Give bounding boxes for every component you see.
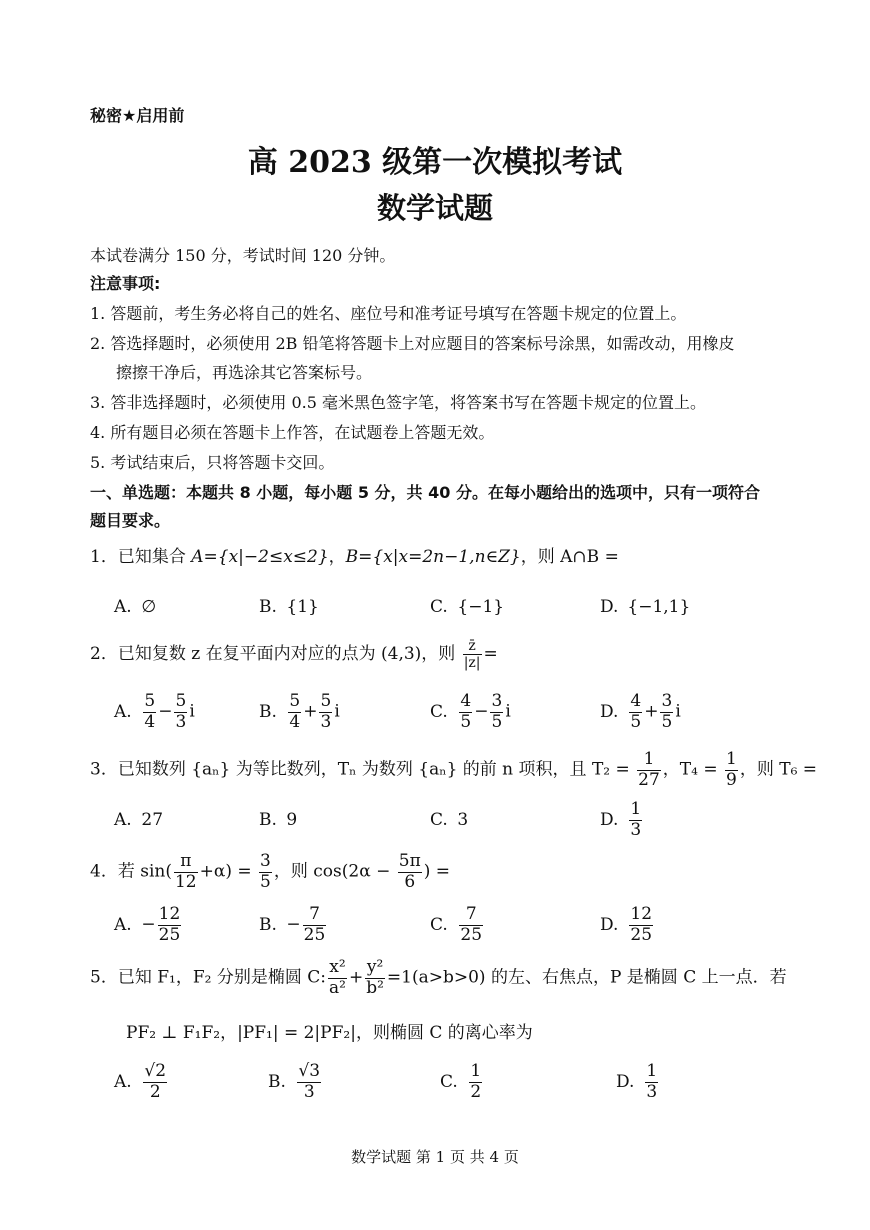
option-value: {−1,1}: [627, 597, 691, 617]
fraction-numerator: √3: [298, 1061, 321, 1081]
exam-title: 高 2023 级第一次模拟考试: [247, 145, 623, 180]
note-item: 2. 答选择题时，必须使用 2B 铅笔将答题卡上对应题目的答案标号涂黑，如需改动，用橡皮: [90, 334, 735, 353]
question-stem: ，则 cos(2α −: [273, 861, 391, 882]
fraction-numerator: 5: [320, 691, 332, 711]
fraction-numerator: 5: [175, 691, 187, 711]
fraction-denominator: 25: [158, 924, 181, 945]
question-number: 1．: [90, 547, 118, 567]
set-b: B={x|x=2n−1,n∈Z}: [345, 547, 521, 567]
fraction-numerator: 12: [630, 904, 653, 924]
question-stem: 已知数列 {aₙ} 为等比数列，Tₙ 为数列 {aₙ} 的前 n 项积，且 T₂ =: [117, 759, 630, 780]
question-mid: ，T₄ =: [662, 759, 718, 780]
fraction: [637, 750, 661, 790]
question-number: 3．: [90, 759, 118, 780]
option-label: D.: [600, 701, 619, 722]
option-d: [616, 1062, 660, 1102]
fraction-denominator: b²: [366, 977, 384, 998]
option-label: D.: [600, 914, 619, 935]
option-a: [114, 1062, 169, 1102]
question-5-line2: PF₂ ⊥ F₁F₂，|PF₁| = 2|PF₂|，则椭圆 C 的离心率为: [126, 1023, 533, 1043]
option-label: C.: [430, 701, 448, 722]
imaginary-unit: i: [334, 701, 340, 722]
set-a: A={x|−2≤x≤2}: [191, 547, 329, 567]
question-3: [90, 750, 817, 790]
fraction: [319, 692, 332, 732]
question-4: [90, 852, 450, 892]
option-label: D.: [600, 809, 619, 830]
operator: −: [474, 701, 489, 722]
question-stem: 已知复数 z 在复平面内对应的点为 (4,3)，则: [117, 644, 456, 665]
fraction-numerator: 4: [460, 691, 472, 711]
option-label: B.: [259, 701, 277, 722]
option-b: [259, 905, 328, 945]
fraction-denominator: 25: [630, 924, 653, 945]
fraction-numerator: 5: [144, 691, 156, 711]
notes-title: 注意事项:: [90, 274, 161, 293]
option-label: A.: [114, 701, 132, 722]
fraction-denominator: 5: [661, 711, 673, 732]
score-time-info: 本试卷满分 150 分，考试时间 120 分钟。: [90, 246, 396, 265]
question-2: [90, 638, 498, 671]
option-b: [259, 810, 297, 830]
option-label: B.: [259, 597, 277, 617]
fraction-denominator: 5: [260, 871, 271, 892]
fraction-numerator: 1: [646, 1061, 658, 1081]
imaginary-unit: i: [675, 701, 681, 722]
fraction: [629, 905, 653, 945]
fraction-denominator: 27: [638, 769, 660, 790]
fraction: [303, 905, 327, 945]
fraction-denominator: 3: [320, 711, 332, 732]
option-value: 3: [457, 810, 469, 830]
fraction-denominator: |z|: [463, 655, 481, 672]
fraction-numerator: 3: [260, 851, 271, 871]
option-label: B.: [268, 1071, 286, 1092]
page-footer: 数学试题 第 1 页 共 4 页: [351, 1148, 519, 1166]
fraction-numerator: x²: [329, 957, 346, 977]
fraction-denominator: 2: [470, 1081, 482, 1102]
option-label: D.: [600, 597, 619, 617]
option-value: 9: [286, 810, 298, 830]
fraction-denominator: 5: [630, 711, 642, 732]
option-d: [600, 597, 690, 617]
option-value: 27: [141, 810, 164, 830]
question-stem: 已知 F₁，F₂ 分别是椭圆 C:: [117, 967, 326, 988]
option-label: A.: [114, 1071, 132, 1092]
fraction-numerator: 7: [303, 905, 327, 926]
fraction-numerator: y²: [366, 957, 384, 977]
operator: −: [158, 701, 173, 722]
fraction: [365, 958, 385, 998]
note-item: 4. 所有题目必须在答题卡上作答，在试题卷上答题无效。: [90, 423, 495, 442]
option-c: [430, 597, 504, 617]
fraction: [725, 750, 738, 790]
fraction-denominator: 4: [144, 711, 156, 732]
question-number: 4．: [90, 861, 118, 882]
option-c: [430, 810, 468, 830]
fraction: [174, 692, 187, 732]
fraction: [143, 692, 156, 732]
option-b: [268, 1062, 323, 1102]
fraction: [490, 692, 503, 732]
operator: +: [644, 701, 659, 722]
fraction: [174, 852, 198, 892]
option-b: [259, 692, 340, 732]
note-item: 1. 答题前，考生务必将自己的姓名、座位号和准考证号填写在答题卡规定的位置上。: [90, 304, 687, 323]
note-item: 5. 考试结束后，只将答题卡交回。: [90, 453, 335, 472]
option-d: [600, 692, 681, 732]
option-label: B.: [259, 810, 277, 830]
section-heading-continuation: 题目要求。: [90, 511, 171, 530]
fraction-denominator: 5: [460, 711, 472, 732]
question-5: [90, 958, 787, 998]
fraction-numerator: 3: [491, 691, 503, 711]
subject-title: 数学试题: [376, 191, 493, 225]
option-d: [600, 905, 655, 945]
fraction-denominator: 25: [303, 924, 326, 945]
note-item: 3. 答非选择题时，必须使用 0.5 毫米黑色签字笔，将答案书写在答题卡规定的位置上。: [90, 393, 706, 412]
option-a: [114, 905, 183, 945]
fraction-numerator: 1: [470, 1061, 482, 1081]
fraction: [469, 1062, 482, 1102]
question-1: [90, 542, 619, 567]
fraction-numerator: 7: [459, 905, 483, 926]
fraction-numerator: 1: [630, 799, 642, 819]
option-value: ∅: [141, 597, 157, 617]
option-a: [114, 810, 163, 830]
fraction: [288, 692, 301, 732]
fraction-numerator: 4: [630, 691, 642, 711]
fraction: [259, 852, 272, 892]
fraction-denominator: 6: [404, 871, 416, 892]
option-d: [600, 800, 644, 840]
operator: +: [303, 701, 318, 722]
option-value: {1}: [286, 597, 319, 617]
option-c: [440, 1062, 484, 1102]
operator: +: [348, 967, 364, 988]
option-label: C.: [430, 914, 448, 935]
fraction-denominator: 9: [726, 769, 737, 790]
fraction: [463, 638, 482, 671]
fraction-denominator: 3: [175, 711, 187, 732]
option-value: {−1}: [457, 597, 505, 617]
sign: −: [141, 914, 156, 935]
question-tail: ，则 A∩B =: [520, 547, 619, 567]
fraction-denominator: 3: [630, 819, 642, 840]
fraction-numerator: √2: [144, 1061, 167, 1081]
fraction-numerator: 1: [637, 750, 661, 771]
option-a: [114, 692, 195, 732]
fraction: [459, 905, 483, 945]
fraction-numerator: 5π: [398, 851, 421, 871]
fraction-denominator: 3: [303, 1081, 315, 1102]
sign: −: [286, 914, 301, 935]
option-label: C.: [430, 810, 448, 830]
imaginary-unit: i: [505, 701, 511, 722]
fraction: [629, 800, 642, 840]
fraction-numerator: 1: [726, 749, 737, 769]
option-a: [114, 597, 156, 617]
fraction-numerator: z̄: [463, 638, 482, 655]
fraction-denominator: 12: [174, 871, 197, 892]
fraction-numerator: 3: [661, 691, 673, 711]
section-heading: 一、单选题：本题共 8 小题，每小题 5 分，共 40 分。在每小题给出的选项中，只有一项符合: [90, 483, 760, 502]
option-label: C.: [430, 597, 448, 617]
option-label: A.: [114, 810, 132, 830]
fraction-numerator: 5: [289, 691, 301, 711]
question-tail: ，则 T₆ =: [739, 759, 818, 780]
option-label: B.: [259, 914, 277, 935]
fraction-denominator: 3: [646, 1081, 658, 1102]
question-number: 2．: [90, 644, 118, 665]
fraction-denominator: 25: [460, 924, 483, 945]
question-stem: +α) =: [199, 861, 252, 882]
fraction: [459, 692, 472, 732]
fraction-denominator: 4: [289, 711, 301, 732]
fraction: [143, 1062, 167, 1102]
fraction-denominator: 2: [149, 1081, 161, 1102]
question-tail: =: [483, 644, 498, 665]
question-stem: 若 sin(: [117, 861, 172, 882]
question-number: 5．: [90, 967, 118, 988]
fraction: [398, 852, 422, 892]
fraction: [629, 692, 642, 732]
question-tail: ) =: [423, 861, 451, 882]
question-stem: =1(a>b>0) 的左、右焦点，P 是椭圆 C 上一点．若: [386, 967, 787, 988]
separator: ，: [328, 547, 346, 567]
fraction-denominator: 5: [491, 711, 503, 732]
fraction: [645, 1062, 658, 1102]
imaginary-unit: i: [189, 701, 195, 722]
fraction-numerator: π: [174, 852, 198, 873]
option-label: A.: [114, 914, 132, 935]
option-c: [430, 692, 511, 732]
fraction: [328, 958, 347, 998]
option-b: [259, 597, 319, 617]
fraction: [297, 1062, 321, 1102]
option-label: A.: [114, 597, 132, 617]
option-label: D.: [616, 1071, 635, 1092]
fraction-denominator: a²: [329, 977, 346, 998]
fraction: [158, 905, 182, 945]
option-label: C.: [440, 1071, 458, 1092]
fraction-numerator: 12: [158, 904, 181, 924]
confidential-label: 秘密★启用前: [90, 106, 185, 125]
fraction: [660, 692, 673, 732]
note-item-continuation: 擦擦干净后，再选涂其它答案标号。: [116, 363, 373, 382]
question-stem: 已知集合: [117, 547, 186, 567]
option-c: [430, 905, 485, 945]
